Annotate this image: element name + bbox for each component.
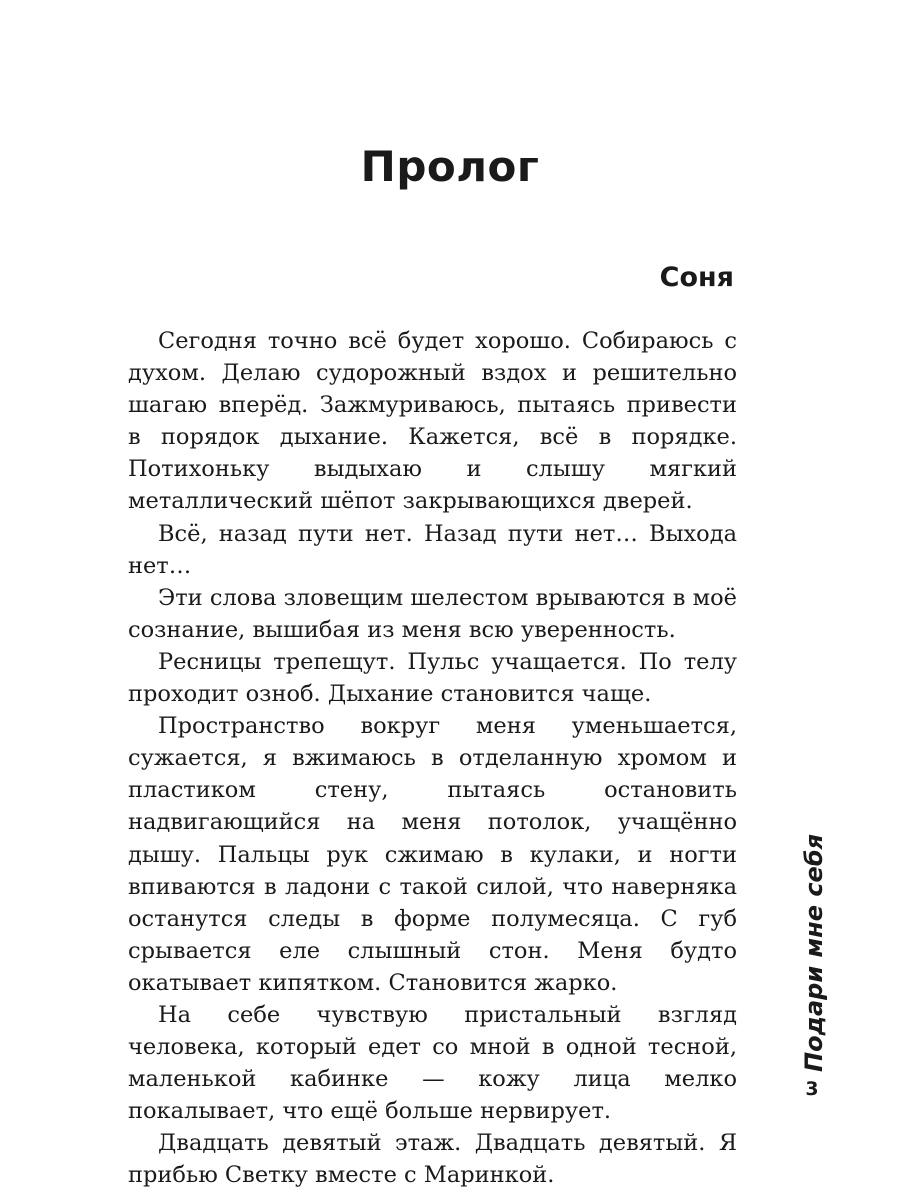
chapter-body xyxy=(128,325,737,1192)
running-title: Подари мне себя xyxy=(800,833,828,1072)
chapter-title: Пролог xyxy=(360,142,540,191)
paragraph: Всё, назад пути нет. Назад пути нет… Выхода нет… xyxy=(128,520,737,579)
paragraph: Ресницы трепещут. Пульс учащается. По телу проходит озноб. Дыхание становится чаще. xyxy=(128,648,737,708)
page-number: 3 xyxy=(805,1078,819,1100)
paragraph: Двадцать девятый этаж. Двадцать девятый. Я прибью Светку вместе с Маринкой. xyxy=(128,1130,737,1189)
paragraph: Эти слова зловещим шелестом врываются в моё сознание, вышибая из меня всю уверенность. xyxy=(128,584,737,643)
paragraph: Пространство вокруг меня уменьшается, сужается, я вжимаюсь в отделанную хромом и пластиком стену, пытаясь остановить надвигающийся на меня потолок, учащённо дышу. Пальцы рук сжимаю в кулаки, и ногти впиваются в ладони с такой силой, что наверняка останутся следы в форме полумесяца. С губ срывается еле слышный стон. Меня будто окатывает кипятком. Становится жарко. xyxy=(128,713,737,996)
paragraph: Сегодня точно всё будет хорошо. Собираюсь с духом. Делаю судорожный вздох и решительно шагаю вперёд. Зажмуриваюсь, пытаясь привести в порядок дыхание. Кажется, всё в порядке. Потихоньку выдыхаю и слышу мягкий металлический шёпот закрывающихся дверей. xyxy=(128,328,737,515)
pov-heading: Соня xyxy=(659,262,734,293)
paragraph: На себе чувствую пристальный взгляд человека, который едет со мной в одной тесной, маленькой кабинке — кожу лица мелко покалывает, что ещё больше нервирует. xyxy=(128,1001,737,1125)
